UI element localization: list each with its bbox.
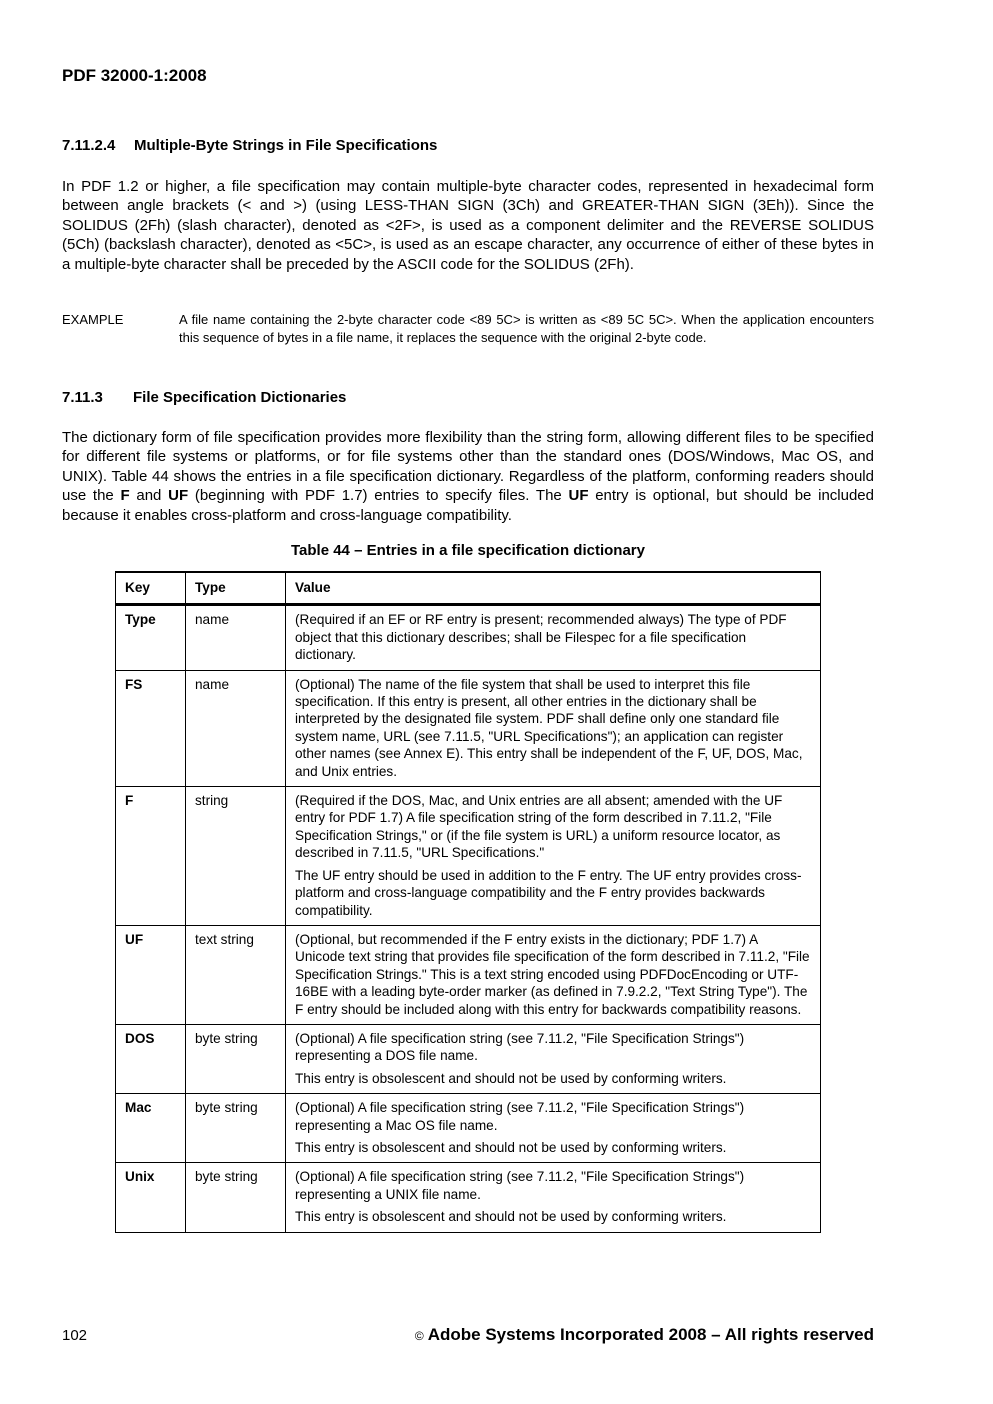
cell-key: UF <box>116 925 186 1024</box>
table-row <box>116 1163 821 1232</box>
header-value: Value <box>286 572 821 605</box>
paragraph-dictionary-form <box>62 428 874 525</box>
value-text: (Optional) A file specification string (see 7.11.2, "File Specification Strings") representing a Mac OS file name. <box>295 1100 745 1133</box>
cell-type: name <box>186 605 286 670</box>
cell-type: byte string <box>186 1094 286 1163</box>
page-header: PDF 32000-1:2008 <box>62 66 207 85</box>
value-text: (Optional) A file specification string (see 7.11.2, "File Specification Strings") representing a DOS file name. <box>295 1030 745 1064</box>
value-note: This entry is obsolescent and should not be used by conforming writers. <box>295 1139 727 1155</box>
para-text: and <box>129 487 169 505</box>
table-row <box>116 1094 821 1163</box>
para-text: The dictionary form of file specification provides more flexibility than the string form, allowing different files to be specified for different file systems or platforms, or for file systems other than the standard ones (DOS/Windows, Mac OS, and UNIX). Table 44 shows the entries in a file specification dictionary. Regardless of the platform, conforming readers should use the <box>62 429 874 505</box>
section-heading-7-11-3 <box>62 389 874 406</box>
cell-type: name <box>186 670 286 786</box>
copyright-text: Adobe Systems Incorporated 2008 – All rights reserved <box>427 1325 874 1344</box>
cell-value <box>286 670 821 786</box>
value-note: The UF entry should be used in addition to the F entry. The UF entry provides cross-platform and cross-language compatibility and the F entry provides backwards compatibility. <box>295 867 802 918</box>
cell-key: DOS <box>116 1024 186 1093</box>
table-caption: Table 44 – Entries in a file specification dictionary <box>290 542 645 559</box>
table-row <box>116 787 821 926</box>
header-type: Type <box>186 572 286 605</box>
cell-value <box>286 1024 821 1093</box>
copyright-symbol: © <box>414 1329 424 1343</box>
value-text: (Optional) The name of the file system that shall be used to interpret this file specification. If this entry is present, all other entries in the dictionary shall be interpreted by the designated file system. PDF shall define only one standard file system name, URL (see 7.11.5, "URL Specifications"); an application can register other names (see Annex E). This entry shall be independent of the F, UF, DOS, Mac, and Unix entries. <box>295 676 803 779</box>
para-text: (beginning with PDF 1.7) entries to specify files. The <box>188 487 569 505</box>
value-note: This entry is obsolescent and should not be used by conforming writers. <box>295 1070 727 1086</box>
cell-key: F <box>116 787 186 926</box>
cell-key: Type <box>116 605 186 670</box>
table-header-row <box>116 572 821 605</box>
para-bold-key: F <box>120 487 130 505</box>
section-title: Multiple-Byte Strings in File Specifications <box>134 137 438 154</box>
cell-type: text string <box>186 925 286 1024</box>
table-row <box>116 925 821 1024</box>
example-label: EXAMPLE <box>62 312 124 327</box>
para-bold-key: UF <box>568 487 589 505</box>
header-key: Key <box>116 572 186 605</box>
section-title: File Specification Dictionaries <box>133 389 347 406</box>
value-text: (Required if an EF or RF entry is present; recommended always) The type of PDF object that this dictionary describes; shall be Filespec for a file specification dictionary. <box>295 612 787 663</box>
cell-value <box>286 605 821 670</box>
table-row <box>116 1024 821 1093</box>
cell-key: FS <box>116 670 186 786</box>
cell-key: Mac <box>116 1094 186 1163</box>
cell-type: string <box>186 787 286 926</box>
value-text: (Optional, but recommended if the F entry exists in the dictionary; PDF 1.7) A Unicode text string that provides file specification of the form described in 7.11.2, "File Specification Strings." This is a text string encoded using PDFDocEncoding or UTF-16BE with a leading byte-order marker (as defined in 7.9.2.2, "Text String Type"). The F entry should be included along with this entry for backwards compatibility reasons. <box>295 931 810 1017</box>
value-text: (Required if the DOS, Mac, and Unix entries are all absent; amended with the UF entry for PDF 1.7) A file specification string of the form described in 7.11.2, "File Specification Strings," or (if the file system is URL) a uniform resource locator, as described in 7.11.5, "URL Specifications." <box>295 793 783 861</box>
section-number: 7.11.2.4 <box>62 137 116 154</box>
cell-type: byte string <box>186 1163 286 1232</box>
cell-type: byte string <box>186 1024 286 1093</box>
copyright-notice <box>415 1325 874 1345</box>
example-text: A file name containing the 2-byte character code <89 5C> is written as <89 5C 5C>. When the application encounters this sequence of bytes in a file name, it replaces the sequence with the original 2-byte code. <box>179 312 874 345</box>
para-bold-key: UF <box>168 487 189 505</box>
cell-value <box>286 787 821 926</box>
example-block <box>62 311 874 347</box>
value-text: (Optional) A file specification string (see 7.11.2, "File Specification Strings") representing a UNIX file name. <box>295 1169 745 1202</box>
cell-value <box>286 1094 821 1163</box>
entries-table <box>115 571 821 1233</box>
section-heading-7-11-2-4 <box>62 137 874 154</box>
table-row <box>116 605 821 670</box>
cell-value <box>286 925 821 1024</box>
value-note: This entry is obsolescent and should not be used by conforming writers. <box>295 1209 727 1225</box>
section-number: 7.11.3 <box>62 389 103 406</box>
paragraph-multibyte: In PDF 1.2 or higher, a file specification may contain multiple-byte character codes, represented in hexadecimal form between angle brackets (< and >) (using LESS-THAN SIGN (3Ch) and GREATER-THAN SIGN (3Eh)). Since the SOLIDUS (2Fh) (slash character), denoted as <2F>, is used as a component delimiter and the REVERSE SOLIDUS (5Ch) (backslash character), denoted as <5C>, is used as an escape character, any occurrence of either of these bytes in a multiple-byte character shall be preceded by the ASCII code for the SOLIDUS (2Fh). <box>62 178 874 273</box>
table-row <box>116 670 821 786</box>
page-number: 102 <box>62 1327 88 1344</box>
cell-value <box>286 1163 821 1232</box>
cell-key: Unix <box>116 1163 186 1232</box>
para-text: entry is optional, but should be included because it enables cross-platform and cross-language compatibility. <box>62 487 874 524</box>
